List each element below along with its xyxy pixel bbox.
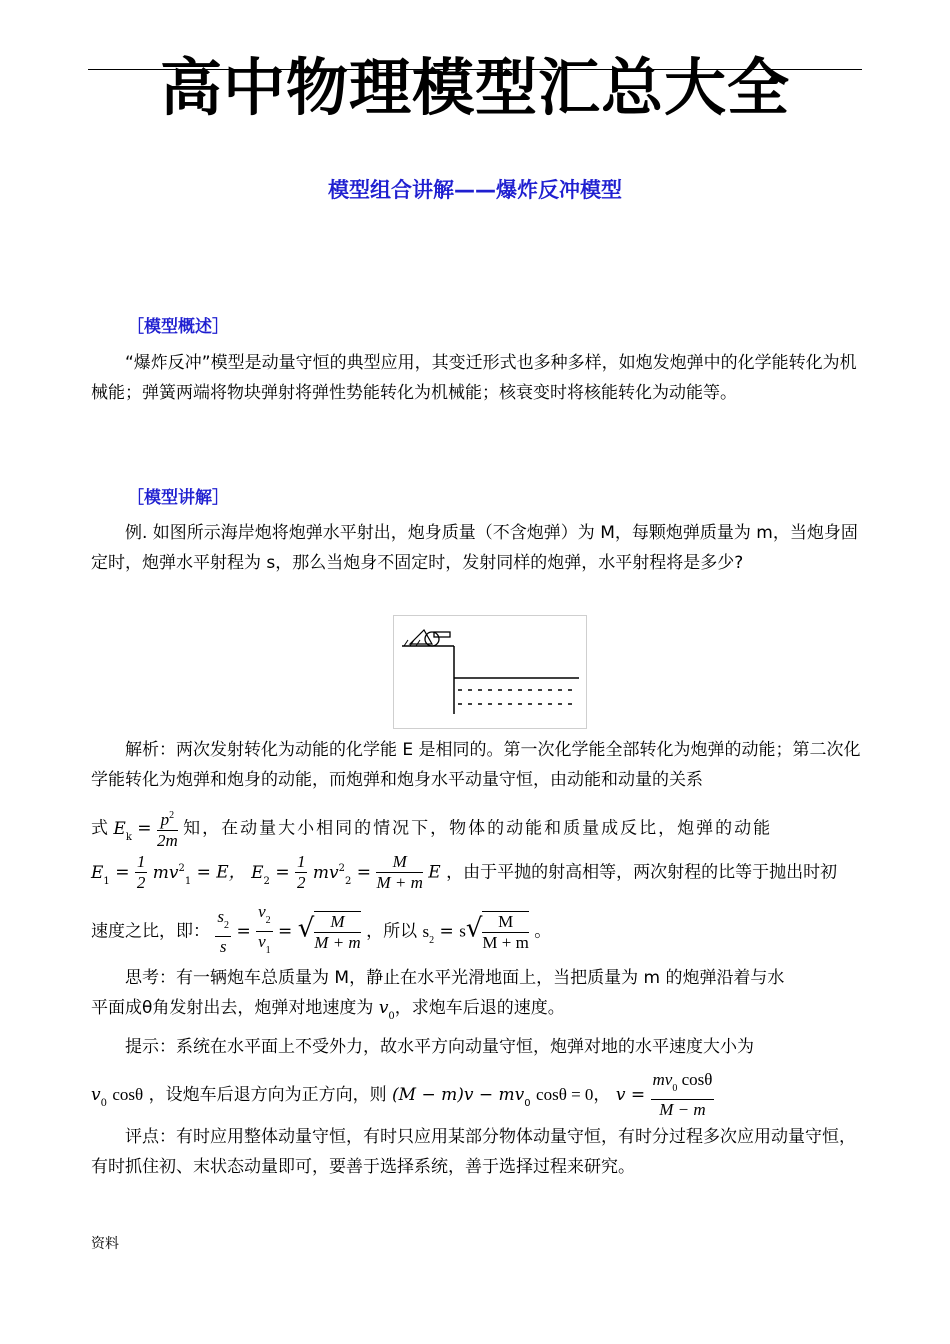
equals-sign: = (356, 862, 372, 883)
analysis-line-2-text: 知，在动量大小相同的情况下，物体的动能和质量成反比，炮弹的动能 (183, 818, 773, 839)
hint-line-1: 提示：系统在水平面上不受外力，故水平方向动量守恒，炮弹对地的水平速度大小为 (125, 1037, 754, 1057)
e2-symbol: $E_2$ (251, 862, 270, 887)
think-line-2 (91, 993, 565, 1032)
v2-over-v1: $\frac{v_2}{v_1}$ (258, 902, 271, 956)
s2-over-s: $\frac{s_2}{s}$ (217, 906, 230, 956)
cannon-figure (393, 615, 587, 729)
subscript-zero: 0 (524, 1098, 531, 1109)
page-subtitle: 模型组合讲解——爆炸反冲模型 (328, 178, 622, 202)
cos-equals-zero: cosθ = 0， (536, 1085, 611, 1104)
cos-theta: cosθ (112, 1085, 144, 1104)
p-squared-over-2m: $\frac{p^2}{2m}$ (157, 806, 178, 851)
equals-sign: = (278, 921, 293, 942)
equals-sign: = (236, 921, 251, 942)
analysis-line-4-prefix: 速度之比，即： (91, 921, 210, 942)
one-half-fraction: $\frac{1}{2}$ (136, 852, 146, 892)
overview-heading: ［模型概述］ (127, 317, 229, 337)
equals-e: = E， (196, 862, 246, 883)
s2-result: $s_2$ (422, 921, 435, 946)
think-line-2-end: ，求炮车后退的速度。 (394, 998, 565, 1018)
e-symbol: E (428, 862, 441, 883)
sqrt-symbol: √ (465, 913, 483, 944)
analysis-line-3-text: ，由于平抛的射高相等，两次射程的比等于抛出时初 (446, 862, 838, 883)
m-over-m-plus-m: $\frac{M}{M + m}$ (314, 911, 361, 952)
recoil-velocity-fraction: $\frac{mv_0 \cos\theta}{M - m}$ (652, 1070, 713, 1119)
v0-symbol: $v_0$ (378, 998, 395, 1022)
page-title: 高中物理模型汇总大全 (159, 51, 790, 124)
analysis-line-4-mid: ，所以 (366, 921, 418, 942)
overview-paragraph: “爆炸反冲”模型是动量守恒的典型应用，其变迁形式也多种多样，如炮发炮弹中的化学能转化为机械能；弹簧两端将物块弹射将弹性势能转化为机械能；核衰变时将核能转化为动能等。 (91, 353, 857, 403)
equals-sign: = (439, 921, 454, 942)
formula-prefix: 式 (91, 818, 108, 839)
hint-line-2-text: ，设炮车后退方向为正方向，则 (148, 1085, 387, 1105)
equals-sign: = (275, 862, 290, 883)
equals-sign: = (115, 862, 130, 883)
cannon-diagram (394, 616, 586, 728)
period: 。 (534, 921, 552, 942)
v-equals: v = (615, 1085, 646, 1105)
think-line-1: 思考：有一辆炮车总质量为 M，静止在水平光滑地面上，当把质量为 m 的炮弹沿着与水 (125, 968, 785, 988)
m-over-m-plus-m: $\frac{M}{M + m}$ (376, 852, 423, 892)
v0-symbol: $v_0$ (91, 1085, 107, 1109)
sqrt-symbol: √ (297, 913, 315, 944)
lecture-heading: ［模型讲解］ (127, 488, 229, 508)
analysis-line-2 (91, 806, 772, 853)
ek-symbol: $E_k$ (113, 818, 132, 843)
analysis-line-4 (91, 902, 551, 961)
m-over-m-plus-m: $\frac{M}{M + m}$ (482, 911, 529, 952)
think-line-2-text: 平面成θ角发射出去，炮弹对地速度为 (91, 998, 374, 1018)
s-symbol: s (459, 921, 466, 941)
mv2-squared: $mv^2_2$ (312, 862, 352, 887)
e1-symbol: $E_1$ (91, 862, 110, 887)
comment-paragraph: 评点：有时应用整体动量守恒，有时只应用某部分物体动量守恒，有时分过程多次应用动量守恒，有时抓住初、末状态动量即可，要善于选择系统，善于选择过程来研究。 (91, 1127, 856, 1177)
momentum-equation: (M − m)v − mv (392, 1085, 525, 1105)
footer-label: 资料 (91, 1236, 119, 1252)
analysis-line-3 (91, 852, 837, 897)
example-paragraph: 例. 如图所示海岸炮将炮弹水平射出，炮身质量（不含炮弹）为 M，每颗炮弹质量为 m，当炮身固定时，炮弹水平射程为 s，那么当炮身不固定时，发射同样的炮弹，水平射程将是多少? (91, 523, 858, 573)
one-half-fraction: $\frac{1}{2}$ (296, 852, 306, 892)
mv1-squared: $mv^2_1$ (152, 862, 192, 887)
hint-line-2 (91, 1070, 714, 1120)
analysis-paragraph: 解析：两次发射转化为动能的化学能 E 是相同的。第一次化学能全部转化为炮弹的动能；第二次化学能转化为炮弹和炮身的动能，而炮弹和炮身水平动量守恒，由动能和动量的关系 (91, 740, 861, 790)
equals-sign: = (137, 818, 152, 839)
